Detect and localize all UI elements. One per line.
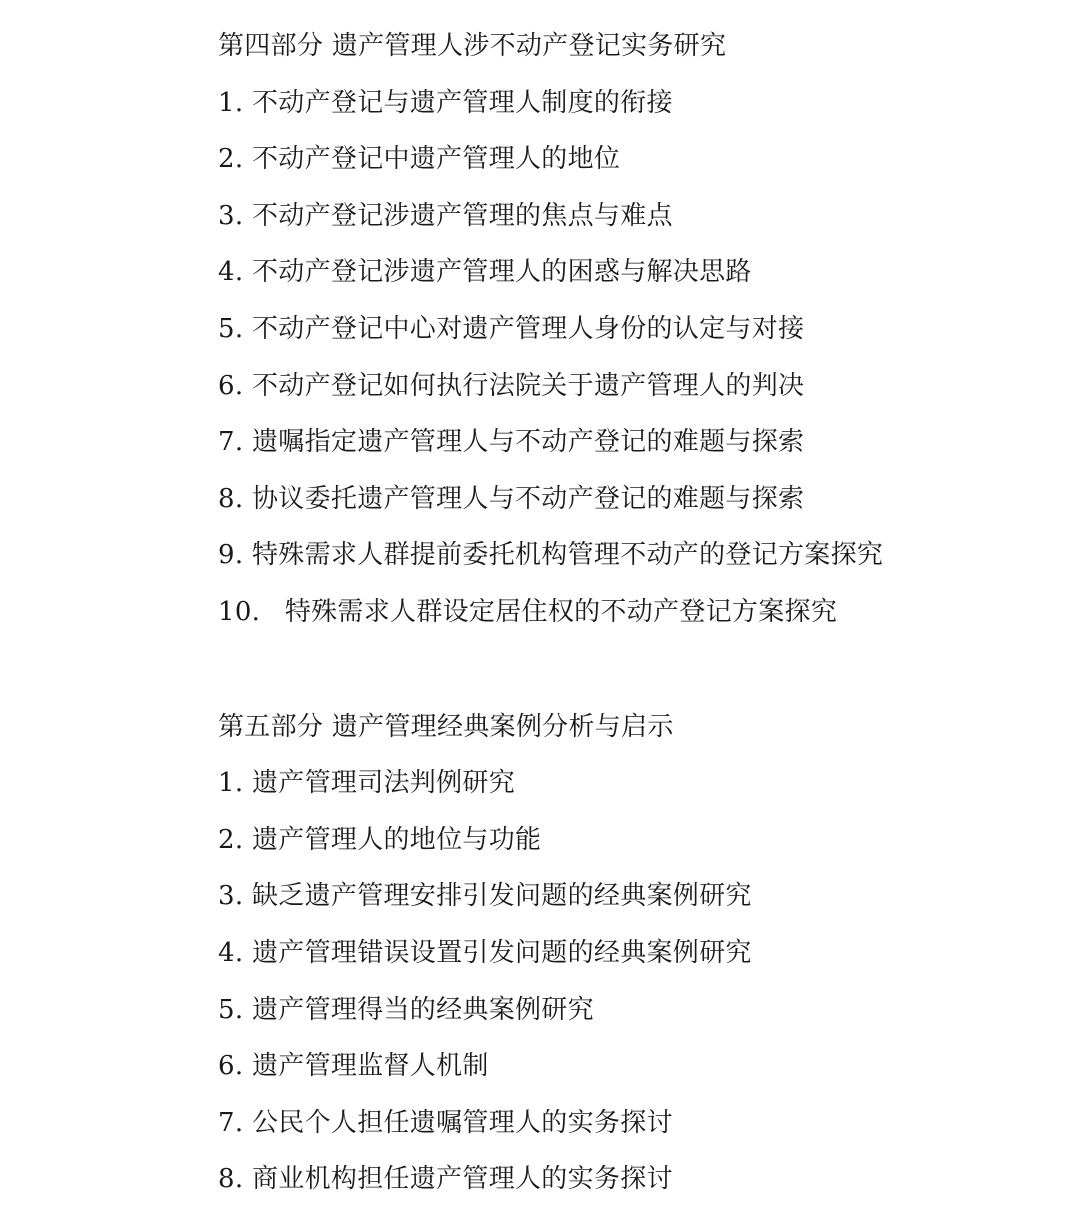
list-item [218,301,1058,358]
list-item [218,358,1058,415]
item-text: 公民个人担任遗嘱管理人的实务探讨 [252,1107,673,1138]
item-text: 商业机构担任遗产管理人的实务探讨 [252,1164,673,1195]
item-text: 协议委托遗产管理人与不动产登记的难题与探索 [252,483,805,514]
item-text: 遗产管理人的地位与功能 [252,824,542,855]
list-item [218,982,1058,1039]
item-number: 9. [218,540,244,571]
item-number: 4. [218,937,244,968]
item-text: 遗产管理司法判例研究 [252,768,516,799]
item-number: 8. [218,1164,244,1195]
list-item [218,868,1058,925]
list-item [218,527,1058,584]
item-number: 7. [218,427,244,458]
item-number: 2. [218,144,244,175]
list-item [218,1151,1058,1208]
section-title: 第四部分 遗产管理人涉不动产登记实务研究 [218,31,727,61]
section-title: 第五部分 遗产管理经典案例分析与启示 [218,711,674,742]
list-item [218,414,1058,471]
item-text: 遗产管理得当的经典案例研究 [252,994,594,1025]
list-item [218,1095,1058,1152]
item-text: 遗嘱指定遗产管理人与不动产登记的难题与探索 [252,427,805,458]
item-number: 8. [218,483,244,514]
list-item [218,244,1058,301]
list-item [218,188,1058,245]
item-text: 不动产登记如何执行法院关于遗产管理人的判决 [252,370,805,401]
list-item [218,812,1058,869]
item-number: 6. [218,370,244,401]
list-item [218,75,1058,132]
item-number: 2. [218,824,244,855]
item-text: 特殊需求人群设定居住权的不动产登记方案探究 [284,596,838,627]
item-number: 1. [218,87,244,118]
list-item [218,471,1058,528]
list-item [218,755,1058,812]
item-text: 不动产登记与遗产管理人制度的衔接 [252,87,673,118]
item-number: 3. [218,200,244,231]
item-text: 不动产登记涉遗产管理人的困惑与解决思路 [252,257,752,288]
item-text: 遗产管理监督人机制 [252,1051,489,1082]
section-part-five [218,699,1058,1208]
item-text: 遗产管理错误设置引发问题的经典案例研究 [252,937,752,968]
document-body [218,18,1058,1208]
item-number: 5. [218,313,244,344]
item-number: 4. [218,257,244,288]
item-text: 不动产登记中心对遗产管理人身份的认定与对接 [252,313,805,344]
item-number: 1. [218,768,244,799]
item-number: 7. [218,1107,244,1138]
item-number: 3. [218,881,244,912]
item-text: 不动产登记中遗产管理人的地位 [252,144,621,175]
item-number: 10. [218,596,261,627]
list-item [218,131,1058,188]
item-number: 6. [218,1051,244,1082]
item-text: 特殊需求人群提前委托机构管理不动产的登记方案探究 [252,540,884,571]
list-item [218,584,1058,641]
item-text: 缺乏遗产管理安排引发问题的经典案例研究 [252,881,752,912]
section-part-four [218,18,1058,641]
item-text: 不动产登记涉遗产管理的焦点与难点 [252,200,673,231]
list-item [218,925,1058,982]
list-item [218,1038,1058,1095]
item-number: 5. [218,994,244,1025]
